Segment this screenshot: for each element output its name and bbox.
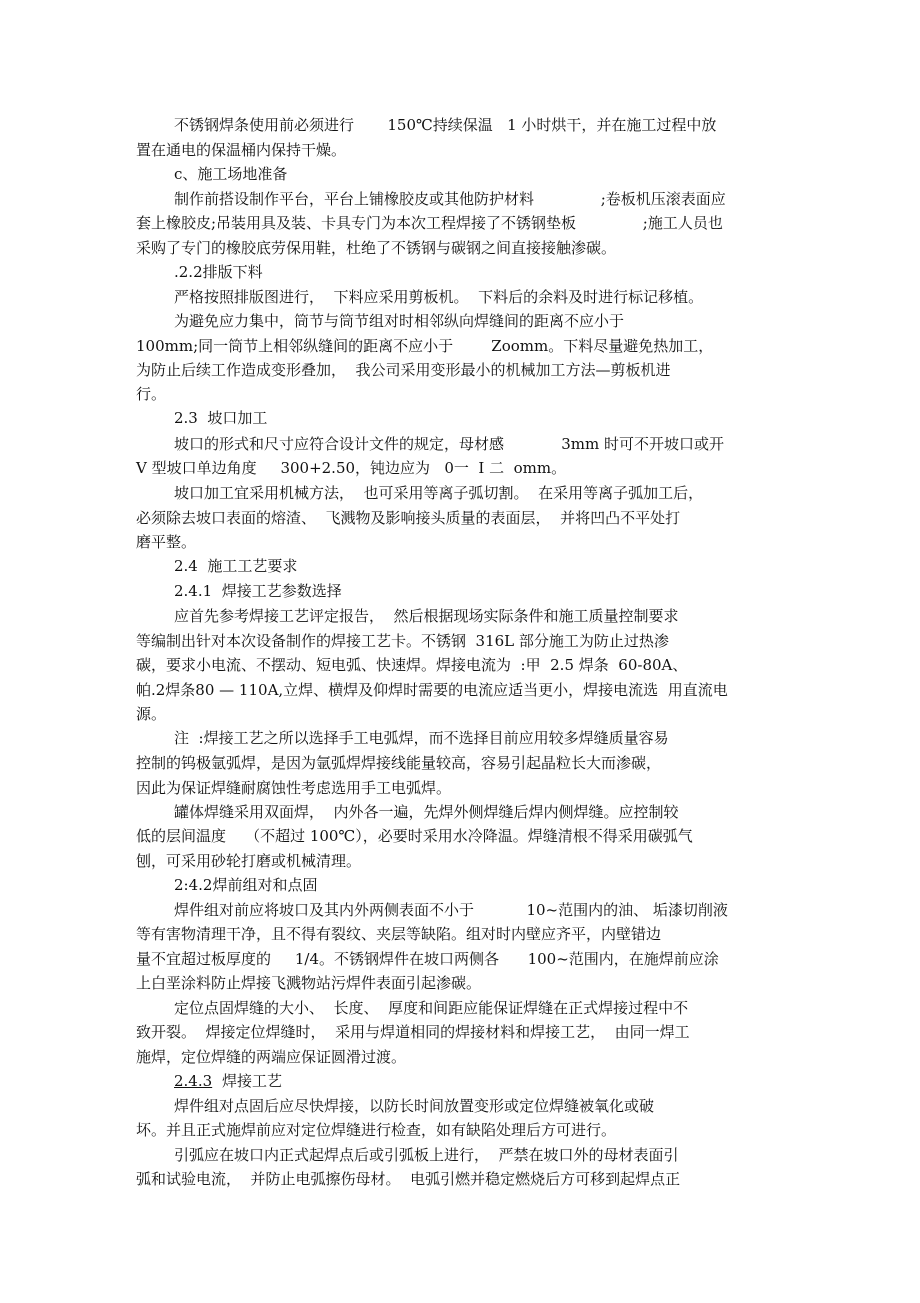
text-line: 源。 [136,705,167,723]
text-line: 控制的钨极氩弧焊，是因为氩弧焊焊接线能量较高，容易引起晶粒长大而渗碳， [136,754,662,772]
text-line: 置在通电的保温桶内保持干燥。 [136,141,347,159]
text-line: 磨平整。 [136,533,197,551]
section-heading: 2.4.1 焊接工艺参数选择 [174,582,342,600]
text-line: 弧和试验电流， 并防止电弧擦伤母材。 电弧引燃并稳定燃烧后方可移到起焊点正 [136,1170,681,1188]
text-line: 为防止后续工作造成变形叠加， 我公司采用变形最小的机械加工方法—剪板机进 [136,361,671,379]
text-line: 引弧应在坡口内正式起焊点后或引弧板上进行， 严禁在坡口外的母材表面引 [174,1146,679,1164]
text-line: 不锈钢焊条使用前必须进行 150℃持续保温 1 小时烘干，并在施工过程中放 [174,116,717,134]
text-line: 定位点固焊缝的大小、 长度、 厚度和间距应能保证焊缝在正式焊接过程中不 [174,999,689,1017]
text-line: 套上橡胶皮;吊装用具及装、卡具专门为本次工程焊接了不锈钢垫板 ;施工人员也 [136,214,723,232]
section-heading: .2.2排版下料 [174,263,263,281]
text-line: 罐体焊缝采用双面焊， 内外各一遍，先焊外侧焊缝后焊内侧焊缝。应控制较 [174,803,679,821]
text-line: 100mm;同一筒节上相邻纵缝间的距离不应小于 Zoomm。下料尽量避免热加工， [136,337,714,355]
section-heading: 2.3 坡口加工 [174,409,268,427]
section-number: 2.4.3 [174,1072,213,1090]
text-line: 坡口加工宜采用机械方法， 也可采用等离子弧切割。 在采用等离子弧加工后， [174,484,704,502]
text-line: 严格按照排版图进行， 下料应采用剪板机。 下料后的余料及时进行标记移植。 [174,288,704,306]
text-line: 制作前搭设制作平台，平台上铺橡胶皮或其他防护材料 ;卷板机压滚表面应 [174,190,726,208]
text-line: 等编制出针对本次设备制作的焊接工艺卡。不锈钢 316L 部分施工为防止过热渗 [136,632,669,650]
text-line: 焊件组对点固后应尽快焊接，以防长时间放置变形或定位焊缝被氧化或破 [174,1097,655,1115]
text-line: 因此为保证焊缝耐腐蚀性考虑选用手工电弧焊。 [136,779,452,797]
text-line: 上白垩涂料防止焊接飞溅物站污焊件表面引起渗碳。 [136,974,482,992]
text-line: 注 :焊接工艺之所以选择手工电弧焊，而不选择目前应用较多焊缝质量容易 [174,729,669,747]
text-line: 焊件组对前应将坡口及其内外两侧表面不小于 10~范围内的油、 垢漆切削液 [174,901,728,919]
section-heading: c、施工场地准备 [174,165,288,183]
text-line: 为避免应力集中，筒节与筒节组对时相邻纵向焊缝间的距离不应小于 [174,312,625,330]
text-line: 致开裂。 焊接定位焊缝时， 采用与焊道相同的焊接材料和焊接工艺， 由同一焊工 [136,1023,690,1041]
text-line: 碳，要求小电流、不摆动、短电弧、快速焊。焊接电流为 :甲 2.5 焊条 60-80A、 [136,656,688,674]
text-line: 低的层间温度 （不超过 100℃），必要时采用水冷降温。焊缝清根不得采用碳弧气 [136,827,693,845]
text-line: 行。 [136,385,167,403]
section-heading: 2:4.2焊前组对和点固 [174,876,318,894]
text-line: 坏。并且正式施焊前应对定位焊缝进行检查，如有缺陷处理后方可进行。 [136,1121,617,1139]
text-line: 量不宜超过板厚度的 1/4。不锈钢焊件在坡口两侧各 100~范围内，在施焊前应涂 [136,950,719,968]
text-line: 帕.2焊条80 — 110A,立焊、横焊及仰焊时需要的电流应适当更小，焊接电流选 用直流电 [136,681,728,699]
text-line: 必须除去坡口表面的熔渣、 飞溅物及影响接头质量的表面层， 并将凹凸不平处打 [136,509,681,527]
section-heading: 焊接工艺 [222,1072,283,1090]
text-line: 采购了专门的橡胶底劳保用鞋，杜绝了不锈钢与碳钢之间直接接触渗碳。 [136,239,617,257]
text-line: 施焊，定位焊缝的两端应保证圆滑过渡。 [136,1048,407,1066]
text-line: 坡口的形式和尺寸应符合设计文件的规定，母材感 3mm 时可不开坡口或开 [174,435,724,453]
section-heading: 2.4 施工工艺要求 [174,557,298,575]
text-line: 等有害物清理干净，且不得有裂纹、夹层等缺陷。组对时内壁应齐平，内壁错边 [136,925,662,943]
text-line: V 型坡口单边角度 300+2.50，钝边应为 0一 I 二 omm。 [136,459,567,477]
text-line: 刨，可采用砂轮打磨或机械清理。 [136,852,362,870]
text-line: 应首先参考焊接工艺评定报告， 然后根据现场实际条件和施工质量控制要求 [174,607,679,625]
